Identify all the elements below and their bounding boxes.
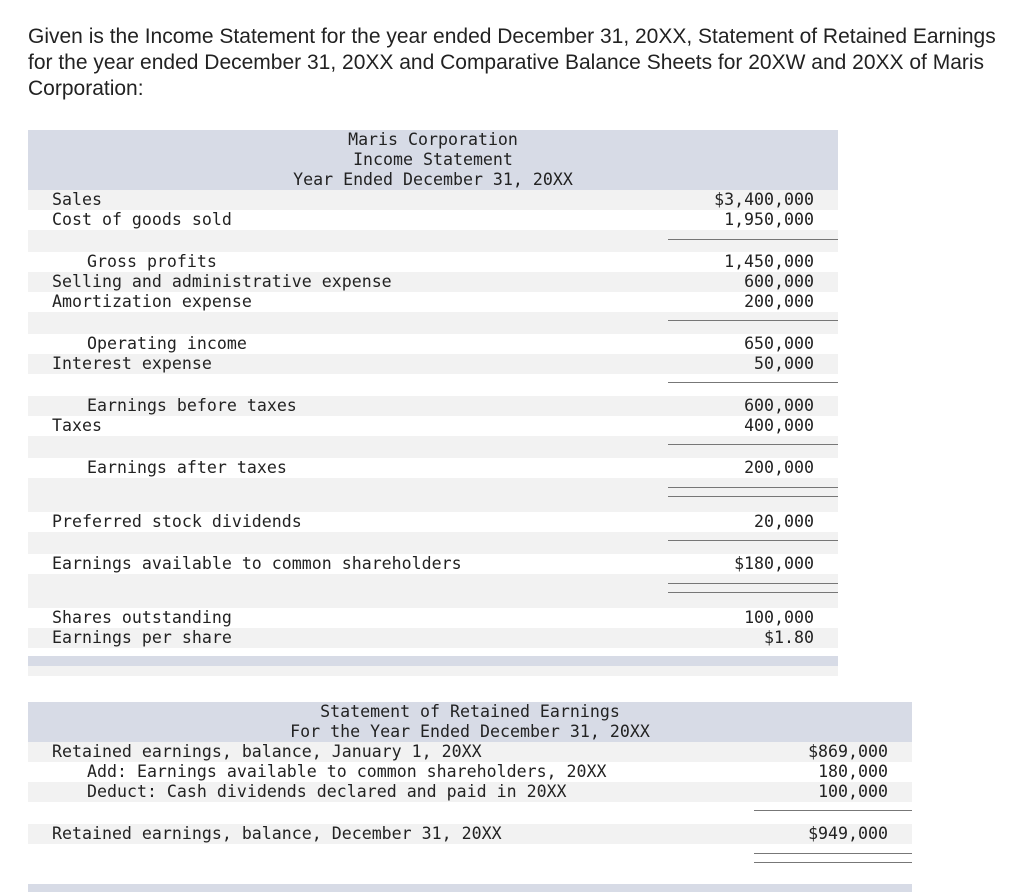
double-rule-bottom: [754, 862, 912, 863]
row-value-sales: $3,400,000: [714, 190, 814, 209]
row-value-taxes: 400,000: [744, 416, 814, 435]
row-label-taxes: Taxes: [52, 416, 102, 435]
row-label-shares: Shares outstanding: [52, 608, 232, 627]
row-value-operating-income: 650,000: [744, 334, 814, 353]
row-value-eat: 200,000: [744, 458, 814, 477]
row-value-amortization: 200,000: [744, 292, 814, 311]
row-value-eps: $1.80: [764, 628, 814, 647]
row-bg: [28, 312, 838, 334]
row-label-operating-income: Operating income: [87, 334, 247, 353]
row-bg: [28, 574, 838, 608]
company-name: Maris Corporation: [348, 130, 518, 149]
re-value-opening: $869,000: [808, 742, 888, 761]
statement-title: Income Statement: [353, 150, 513, 169]
row-value-interest: 50,000: [754, 354, 814, 373]
row-value-earnings-common: $180,000: [734, 554, 814, 573]
row-label-preferred-dividends: Preferred stock dividends: [52, 512, 302, 531]
row-value-gross-profits: 1,450,000: [724, 252, 814, 271]
double-rule-bottom: [668, 496, 838, 497]
table-footer-bar: [28, 656, 838, 666]
row-value-cogs: 1,950,000: [724, 210, 814, 229]
subtotal-rule: [668, 320, 838, 321]
re-title: Statement of Retained Earnings: [320, 702, 620, 721]
row-value-preferred-dividends: 20,000: [754, 512, 814, 531]
re-period: For the Year Ended December 31, 20XX: [290, 722, 650, 741]
subtotal-rule: [668, 239, 838, 240]
double-rule-top: [668, 487, 838, 488]
intro-paragraph: Given is the Income Statement for the year ended December 31, 20XX, Statement of Retained Earnings for the year ended December 31, 20XX and Comparative Balance Sheets for 20XW and 20XX of Maris Corporation:: [28, 25, 996, 100]
subtotal-rule: [668, 382, 838, 383]
row-value-sga: 600,000: [744, 272, 814, 291]
row-label-amortization: Amortization expense: [52, 292, 252, 311]
row-bg: [28, 436, 838, 458]
row-bg: [28, 374, 838, 396]
statement-period: Year Ended December 31, 20XX: [293, 170, 573, 189]
row-bg: [28, 532, 838, 554]
row-label-sales: Sales: [52, 190, 102, 209]
re-value-closing: $949,000: [808, 824, 888, 843]
subtotal-rule: [668, 444, 838, 445]
row-label-earnings-common: Earnings available to common shareholders: [52, 554, 462, 573]
re-value-add: 180,000: [818, 762, 888, 781]
row-label-eat: Earnings after taxes: [87, 458, 287, 477]
subtotal-rule: [668, 540, 838, 541]
row-label-gross-profits: Gross profits: [87, 252, 217, 271]
row-bg: [28, 648, 838, 656]
row-label-interest: Interest expense: [52, 354, 212, 373]
subtotal-rule: [754, 810, 912, 811]
re-label-opening: Retained earnings, balance, January 1, 20XX: [52, 742, 482, 761]
double-rule-top: [668, 583, 838, 584]
row-value-ebt: 600,000: [744, 396, 814, 415]
double-rule-bottom: [668, 592, 838, 593]
row-bg: [28, 802, 912, 824]
row-label-sga: Selling and administrative expense: [52, 272, 392, 291]
double-rule-top: [754, 853, 912, 854]
row-label-cogs: Cost of goods sold: [52, 210, 232, 229]
row-value-shares: 100,000: [744, 608, 814, 627]
row-bg: [28, 666, 838, 676]
re-label-add: Add: Earnings available to common shareholders, 20XX: [87, 762, 607, 781]
row-label-ebt: Earnings before taxes: [87, 396, 297, 415]
table-footer-bar: [28, 884, 912, 892]
re-label-deduct: Deduct: Cash dividends declared and paid in 20XX: [87, 782, 567, 801]
row-bg: [28, 478, 838, 512]
re-label-closing: Retained earnings, balance, December 31, 20XX: [52, 824, 502, 843]
row-bg: [28, 230, 838, 252]
row-bg: [28, 844, 912, 878]
row-label-eps: Earnings per share: [52, 628, 232, 647]
re-value-deduct: 100,000: [818, 782, 888, 801]
